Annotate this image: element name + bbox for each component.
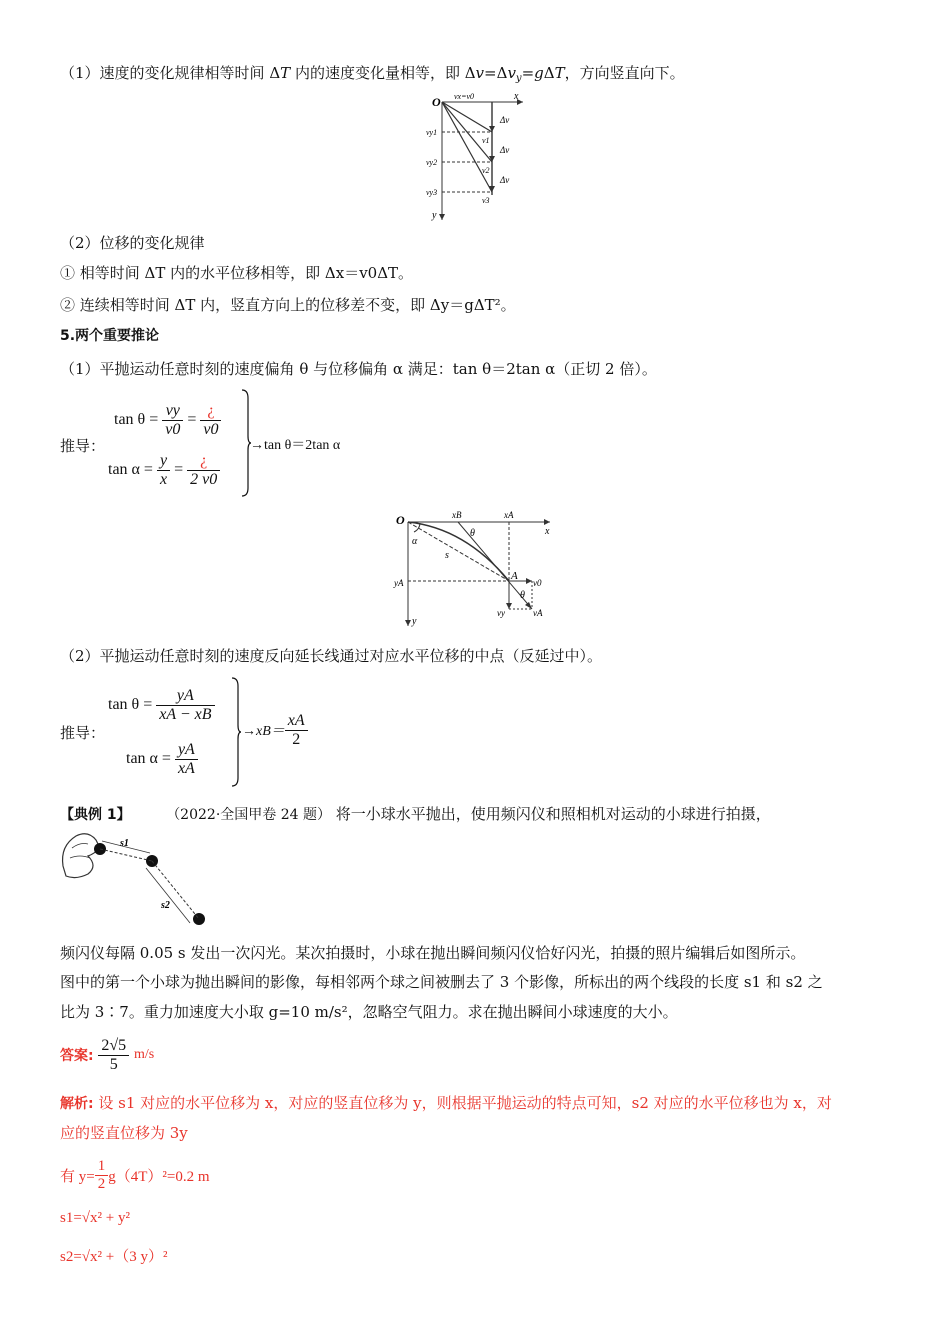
svg-text:v3: v3 [482, 196, 490, 205]
derive-label-2: 推导： [60, 724, 106, 742]
analysis-line-1: 解析: 设 s1 对应的水平位移为 x，对应的竖直位移为 y，则根据平抛运动的特点可知，s2 对应的水平位移也为 x，对 [60, 1094, 832, 1112]
svg-text:α: α [412, 536, 418, 547]
answer-unit: m/s [133, 1047, 155, 1062]
svg-text:vy1: vy1 [426, 128, 438, 137]
tan-alpha-equation: tan α = $\frac{y}{x}$ = $\frac{¿}{2 v0}$ [108, 448, 220, 492]
svg-text:v0: v0 [533, 578, 542, 588]
svg-text:yA: yA [394, 578, 404, 588]
svg-text:s: s [445, 550, 449, 561]
svg-text:A: A [511, 570, 518, 582]
svg-text:xB: xB [452, 510, 462, 520]
svg-text:Δv: Δv [500, 115, 510, 125]
vertical-displacement-rule: ② 连续相等时间 ΔT 内，竖直方向上的位移差不变，即 Δy＝gΔT²。 [60, 296, 516, 314]
example-body-2: 图中的第一个小球为抛出瞬间的影像，每相邻两个球之间被删去了 3 个影像，所标出的两个线段的长度 s1 和 s2 之 [60, 973, 823, 991]
analysis-line-2: 应的竖直位移为 3y [60, 1124, 188, 1142]
example-body-3: 比为 3∶7。重力加速度大小取 g=10 m/s²，忽略空气阻力。求在抛出瞬间小球速度的大小。 [60, 1003, 678, 1021]
v3-vector [442, 102, 492, 192]
svg-text:vy3: vy3 [426, 188, 438, 197]
svg-text:s2: s2 [161, 900, 170, 911]
right-brace-2 [230, 676, 242, 788]
origin-label: O [432, 95, 441, 109]
equation-s2: s2=√x² +（3 y）² [60, 1249, 168, 1265]
svg-text:v2: v2 [482, 166, 490, 175]
svg-text:xA: xA [504, 510, 514, 520]
example-source: （2022·全国甲卷 24 题） [166, 807, 331, 823]
svg-text:v1: v1 [482, 136, 490, 145]
svg-text:Δv: Δv [500, 145, 510, 155]
example-header [60, 803, 771, 826]
tan-theta-equation-2: tan θ = $\frac{yA}{xA - xB}$ [108, 683, 215, 727]
svg-text:vy: vy [497, 608, 505, 618]
answer-label: 答案: [60, 1048, 94, 1064]
svg-text:vA: vA [533, 608, 543, 618]
v1-vector [442, 102, 492, 132]
svg-text:vx=v0: vx=v0 [454, 92, 475, 101]
svg-text:x: x [545, 526, 550, 537]
svg-text:θ: θ [520, 590, 525, 601]
derive-label-1: 推导： [60, 437, 106, 455]
derivation-1-result: →tan θ＝2tan α [250, 438, 341, 453]
answer-line [60, 1032, 154, 1078]
velocity-vector-diagram [418, 90, 538, 225]
displacement-rule-heading: （2）位移的变化规律 [60, 234, 205, 252]
tan-alpha-equation-2: tan α = $\frac{yA}{xA}$ [126, 737, 198, 781]
horizontal-displacement-rule: ① 相等时间 ΔT 内的水平位移相等，即 Δx＝v0ΔT。 [60, 264, 414, 282]
derivation-2-result: →xB＝ $\frac{xA}{2}$ [242, 708, 308, 752]
section-heading: 5.两个重要推论 [60, 328, 160, 344]
displacement-line [408, 522, 509, 581]
svg-text:x: x [514, 91, 519, 102]
svg-text:θ: θ [470, 528, 475, 539]
svg-text:Δv: Δv [500, 175, 510, 185]
example-body-1: 频闪仪每隔 0.05 s 发出一次闪光。某次拍摄时，小球在抛出瞬间频闪仪恰好闪光，拍摄的照片编辑后如图所示。 [60, 944, 806, 962]
svg-text:y: y [412, 616, 417, 627]
strobe-photo-figure [58, 826, 218, 931]
example-tag: 【典例 1】 [60, 807, 131, 823]
velocity-rule-paragraph: （1）速度的变化规律相等时间 ΔT 内的速度变化量相等，即 $\Delta v=\Delta v_y=g\Delta T$，方向竖直向下。 [60, 64, 685, 84]
svg-text:vy2: vy2 [426, 158, 438, 167]
corollary-1-text: （1）平抛运动任意时刻的速度偏角 θ 与位移偏角 α 满足：tan θ＝2tan α（正切 2 倍）。 [60, 360, 657, 378]
trajectory-diagram [390, 508, 565, 628]
tan-theta-equation: tan θ = $\frac{vy}{v0}$ = $\frac{¿}{v0}$ [114, 398, 221, 442]
equation-s1: s1=√x² + y² [60, 1210, 130, 1226]
corollary-2-text: （2）平抛运动任意时刻的速度反向延长线通过对应水平位移的中点（反延过中）。 [60, 647, 603, 665]
answer-fraction: $\frac{2√5}{5}$ [98, 1037, 129, 1074]
svg-text:O: O [396, 513, 405, 527]
example-intro: 将一小球水平抛出，使用频闪仪和照相机对运动的小球进行拍摄， [335, 805, 771, 823]
equation-y: 有 y= $\frac{1}{2}$ g（4T）²=0.2 m [60, 1157, 210, 1192]
analysis-label: 解析: [60, 1096, 94, 1112]
svg-text:s1: s1 [120, 838, 129, 849]
svg-text:y: y [432, 210, 437, 221]
